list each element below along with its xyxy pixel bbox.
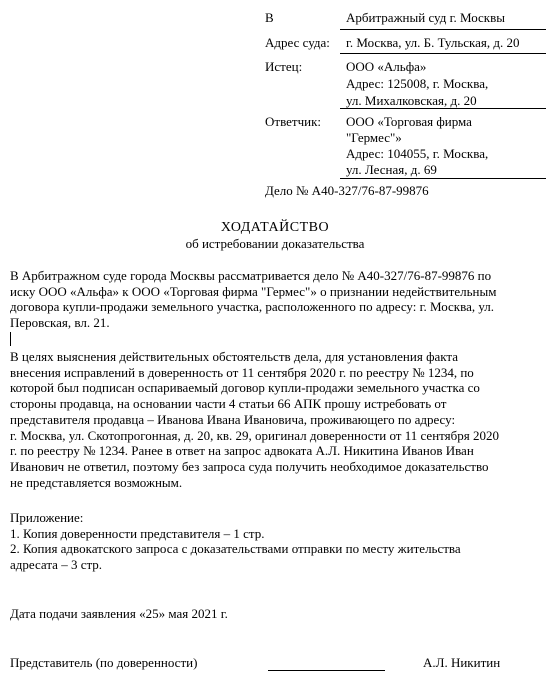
paragraph-line: Иванович не ответил, поэтому без запроса суда получить необходимое доказательство	[10, 458, 489, 474]
court-underline	[340, 29, 546, 30]
paragraph-line: г. Москва, ул. Скотопрогонная, д. 20, кв. 29, оригинал доверенности от 11 сентября 2020	[10, 427, 499, 443]
paragraph-line: стороны продавца, на основании части 4 статьи 66 АПК прошу истребовать от	[10, 396, 447, 412]
paragraph-line: представителя продавца – Иванова Ивана Ивановича, проживающего по адресу:	[10, 411, 456, 427]
filing-date: Дата подачи заявления «25» мая 2021 г.	[10, 606, 228, 621]
case-number: Дело № А40-327/76-87-99876	[265, 183, 429, 198]
defendant-underline	[340, 178, 546, 179]
representative-name: А.Л. Никитин	[423, 655, 501, 670]
paragraph-line: внесения исправлений в доверенность от 11 сентября 2020 г. по реестру № 1234, по	[10, 364, 474, 380]
paragraph-line: которой был подписан оспариваемый договор купли-продажи земельного участка со	[10, 380, 480, 396]
signature-line	[268, 670, 385, 671]
header-plaintiff-row	[0, 59, 550, 109]
representative-label: Представитель (по доверенности)	[10, 655, 198, 670]
document-title: ХОДАТАЙСТВО	[220, 220, 330, 235]
paragraph-line: г. по реестру № 1234. Ранее в ответ на запрос адвоката А.Л. Никитина Иванов Иван	[10, 443, 474, 459]
document-subtitle: об истребовании доказательства	[185, 236, 365, 251]
attachment-item-continued: адресата – 3 стр.	[10, 557, 103, 573]
paragraph-line: не представляется возможным.	[10, 474, 183, 490]
court-address-underline	[340, 53, 546, 54]
defendant-label: Ответчик:	[265, 114, 322, 129]
defendant-name-line-2: "Гермес"»	[346, 130, 402, 145]
paragraph-case-description	[10, 268, 548, 331]
attachments-heading: Приложение:	[10, 510, 84, 525]
header-court-address-row	[0, 35, 550, 51]
court-address: г. Москва, ул. Б. Тульская, д. 20	[346, 35, 520, 50]
paragraph-request	[10, 349, 548, 490]
header-court-row	[0, 10, 550, 26]
header-defendant-row	[0, 114, 550, 182]
paragraph-line: Перовская, вл. 21.	[10, 315, 110, 331]
plaintiff-address-line-1: Адрес: 125008, г. Москва,	[346, 76, 489, 91]
plaintiff-label: Истец:	[265, 59, 303, 74]
to-label: В	[265, 10, 274, 25]
text-cursor	[10, 332, 11, 346]
attachment-item: 2. Копия адвокатского запроса с доказательствами отправки по месту жительства	[10, 541, 461, 557]
plaintiff-underline	[340, 108, 546, 109]
defendant-address-line-1: Адрес: 104055, г. Москва,	[346, 146, 489, 161]
paragraph-line: договора купли-продажи земельного участка, расположенного по адресу: г. Москва, ул.	[10, 299, 495, 315]
paragraph-line: В Арбитражном суде города Москвы рассматривается дело № А40-327/76-87-99876 по	[10, 268, 492, 283]
paragraph-line: иску ООО «Альфа» к ООО «Торговая фирма "Гермес"» о признании недействительным	[10, 283, 497, 299]
plaintiff-address-line-2: ул. Михалковская, д. 20	[346, 93, 477, 108]
attachments-section	[10, 510, 548, 573]
plaintiff-name: ООО «Альфа»	[346, 59, 427, 74]
court-address-label: Адрес суда:	[265, 35, 330, 50]
attachment-item: 1. Копия доверенности представителя – 1 стр.	[10, 525, 265, 541]
paragraph-line: В целях выяснения действительных обстоятельств дела, для установления факта	[10, 349, 459, 364]
defendant-address-line-2: ул. Лесная, д. 69	[346, 162, 437, 177]
defendant-name-line-1: ООО «Торговая фирма	[346, 114, 472, 129]
court-name: Арбитражный суд г. Москвы	[346, 10, 505, 25]
